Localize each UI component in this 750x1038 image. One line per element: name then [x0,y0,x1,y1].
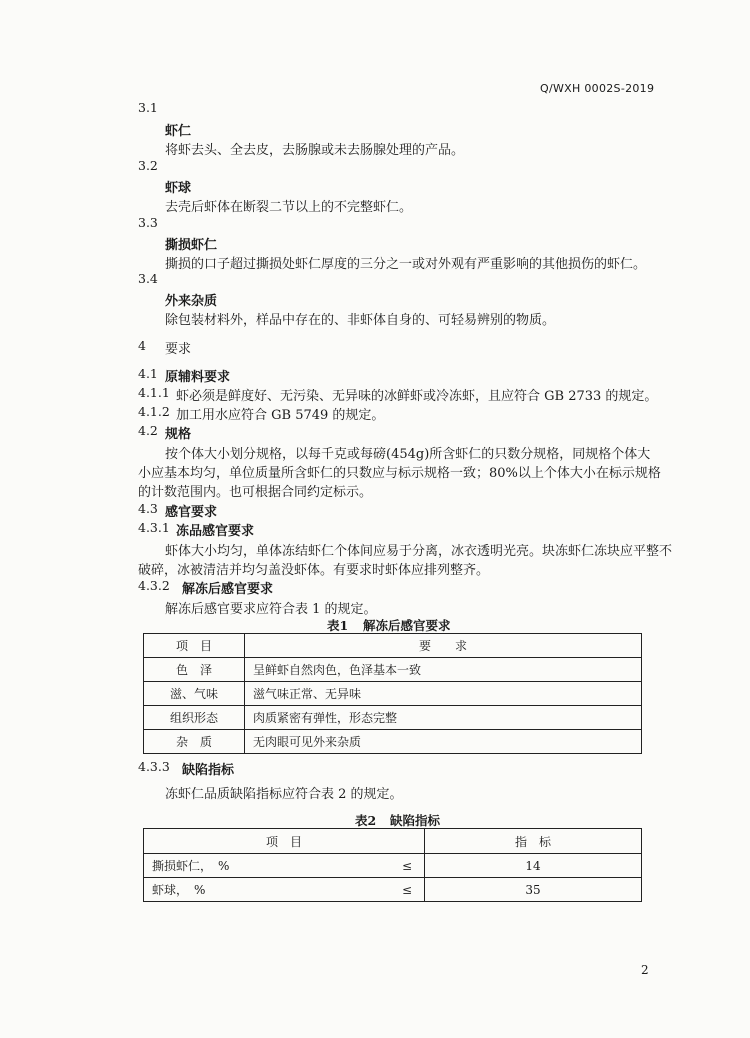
clause-4-1-1-text: 虾必须是鲜度好、无污染、无异味的冰鲜虾或冷冻虾，且应符合 GB 2733 的规定。 [176,389,658,404]
table-row [144,878,642,902]
table-2-defect-indices [143,828,642,902]
clause-4-3-title: 感官要求 [165,505,218,520]
table-row [144,854,642,878]
table-row [144,706,642,730]
clause-3-4-definition: 除包装材料外，样品中存在的、非虾体自身的、可轻易辨别的物质。 [165,313,556,328]
clause-3-1-number: 3.1 [138,100,158,115]
clause-4-2-title: 规格 [165,427,192,442]
table-1-cell: 呈鲜虾自然肉色，色泽基本一致 [245,658,642,682]
clause-3-2-number: 3.2 [138,158,158,173]
clause-3-3-term: 撕损虾仁 [165,238,218,253]
clause-4-2-line-2: 小应基本均匀，单位质量所含虾仁的只数应与标示规格一致；80%以上个体大小在标示规格 [138,466,661,481]
table-row [144,634,642,658]
table-1-header-requirement: 要 求 [245,634,642,658]
table-2-header-item: 项 目 [144,829,425,854]
clause-3-4-term: 外来杂质 [165,294,218,309]
clause-4-1-title: 原辅料要求 [165,370,231,385]
table-1-cell: 杂 质 [144,730,245,754]
table-1-caption-title: 解冻后感官要求 [363,618,451,633]
table-2-cell: 虾球， % [144,878,395,902]
table-2-header-index: 指 标 [425,829,642,854]
clause-3-3-definition: 撕损的口子超过撕损处虾仁厚度的三分之一或对外观有严重影响的其他损伤的虾仁。 [165,257,647,272]
table-2-cell-operator: ≤ [394,854,425,878]
table-row [144,730,642,754]
table-1-cell: 无肉眼可见外来杂质 [245,730,642,754]
clause-4-3-1-title: 冻品感官要求 [176,524,255,539]
clause-4-2-line-1: 按个体大小划分规格，以每千克或每磅(454g)所含虾仁的只数分规格，同规格个体大 [165,447,651,462]
table-1-cell: 滋、气味 [144,682,245,706]
table-row [144,829,642,854]
clause-4-3-1-number: 4.3.1 [138,520,170,535]
clause-4-3-number: 4.3 [138,501,158,516]
table-1-sensory-requirements [143,633,642,754]
table-2-caption-number: 表2 [355,813,377,828]
table-2-cell: 撕损虾仁， % [144,854,395,878]
clause-4-3-2-text: 解冻后感官要求应符合表 1 的规定。 [165,602,377,617]
clause-3-2-definition: 去壳后虾体在断裂二节以上的不完整虾仁。 [165,200,413,215]
clause-3-2-term: 虾球 [165,181,192,196]
clause-4-title: 要求 [165,342,192,357]
clause-4-3-2-title: 解冻后感官要求 [182,582,274,597]
clause-4-2-line-3: 的计数范围内。也可根据合同约定标示。 [138,485,373,500]
clause-4-3-3-text: 冻虾仁品质缺陷指标应符合表 2 的规定。 [165,787,403,802]
clause-3-3-number: 3.3 [138,215,158,230]
clause-4-1-2-text: 加工用水应符合 GB 5749 的规定。 [176,408,385,423]
table-1-cell: 肉质紧密有弹性，形态完整 [245,706,642,730]
table-1-caption-number: 表1 [327,618,349,633]
clause-4-1-number: 4.1 [138,366,158,381]
table-2-cell-operator: ≤ [394,878,425,902]
table-1-header-item: 项 目 [144,634,245,658]
clause-3-4-number: 3.4 [138,271,158,286]
clause-4-number: 4 [138,338,146,353]
table-2-caption-title: 缺陷指标 [390,813,441,828]
table-2-cell-value: 14 [425,854,642,878]
clause-4-3-2-number: 4.3.2 [138,578,170,593]
clause-4-3-3-number: 4.3.3 [138,759,170,774]
clause-4-1-1-number: 4.1.1 [138,385,170,400]
clause-3-1-definition: 将虾去头、全去皮，去肠腺或未去肠腺处理的产品。 [165,143,465,158]
table-2-cell-value: 35 [425,878,642,902]
clause-4-2-number: 4.2 [138,423,158,438]
clause-4-1-2-number: 4.1.2 [138,404,170,419]
standard-code-header: Q/WXH 0002S-2019 [540,82,655,95]
clause-3-1-term: 虾仁 [165,124,192,139]
table-1-cell: 组织形态 [144,706,245,730]
clause-4-3-3-title: 缺陷指标 [182,763,235,778]
table-1-cell: 色 泽 [144,658,245,682]
table-row [144,682,642,706]
table-1-cell: 滋气味正常、无异味 [245,682,642,706]
clause-4-3-1-line-2: 破碎，冰被清洁并均匀盖没虾体。有要求时虾体应排列整齐。 [138,563,490,578]
clause-4-3-1-line-1: 虾体大小均匀，单体冻结虾仁个体间应易于分离，冰衣透明光亮。块冻虾仁冻块应平整不 [165,544,673,559]
page-number: 2 [641,963,649,977]
table-row [144,658,642,682]
